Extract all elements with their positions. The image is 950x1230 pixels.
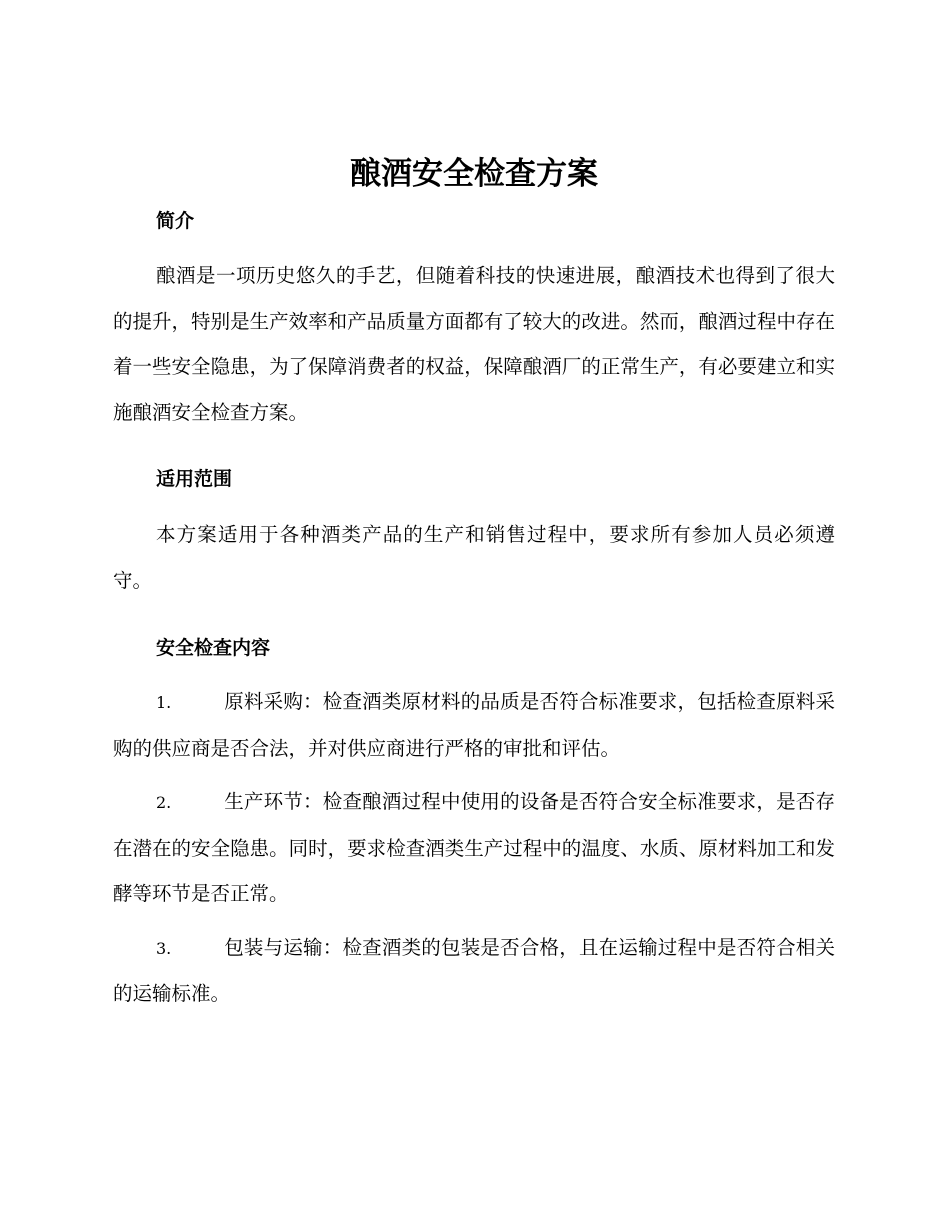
list-item xyxy=(113,779,835,917)
document-content xyxy=(113,150,835,1017)
list-item-number: 3. xyxy=(156,938,172,958)
list-item xyxy=(113,925,835,1017)
list-item-number: 1. xyxy=(156,693,172,712)
section-heading-intro: 简介 xyxy=(156,210,195,232)
list-item-text: 包装与运输：检查酒类的包装是否合格，且在运输过程中是否符合相关的运输标准。 xyxy=(113,935,835,1005)
section-heading-scope: 适用范围 xyxy=(156,468,233,490)
list-item-number: 2. xyxy=(156,793,172,812)
intro-paragraph: 酿酒是一项历史悠久的手艺，但随着科技的快速进展，酿酒技术也得到了很大的提升，特别是生产效率和产品质量方面都有了较大的改进。然而，酿酒过程中存在着一些安全隐患，为了保障消费者的权益，保障酿酒厂的正常生产，有必要建立和实施酿酒安全检查方案。 xyxy=(113,264,835,424)
section-heading-checks: 安全检查内容 xyxy=(156,637,271,659)
list-item-text: 原料采购：检查酒类原材料的品质是否符合标准要求，包括检查原料采购的供应商是否合法，并对供应商进行严格的审批和评估。 xyxy=(113,690,835,760)
list-item xyxy=(113,679,835,771)
document-title: 酿酒安全检查方案 xyxy=(350,156,598,192)
list-item-text: 生产环节：检查酿酒过程中使用的设备是否符合安全标准要求，是否存在潜在的安全隐患。同时，要求检查酒类生产过程中的温度、水质、原材料加工和发酵等环节是否正常。 xyxy=(113,790,835,905)
scope-paragraph: 本方案适用于各种酒类产品的生产和销售过程中，要求所有参加人员必须遵守。 xyxy=(113,523,835,592)
